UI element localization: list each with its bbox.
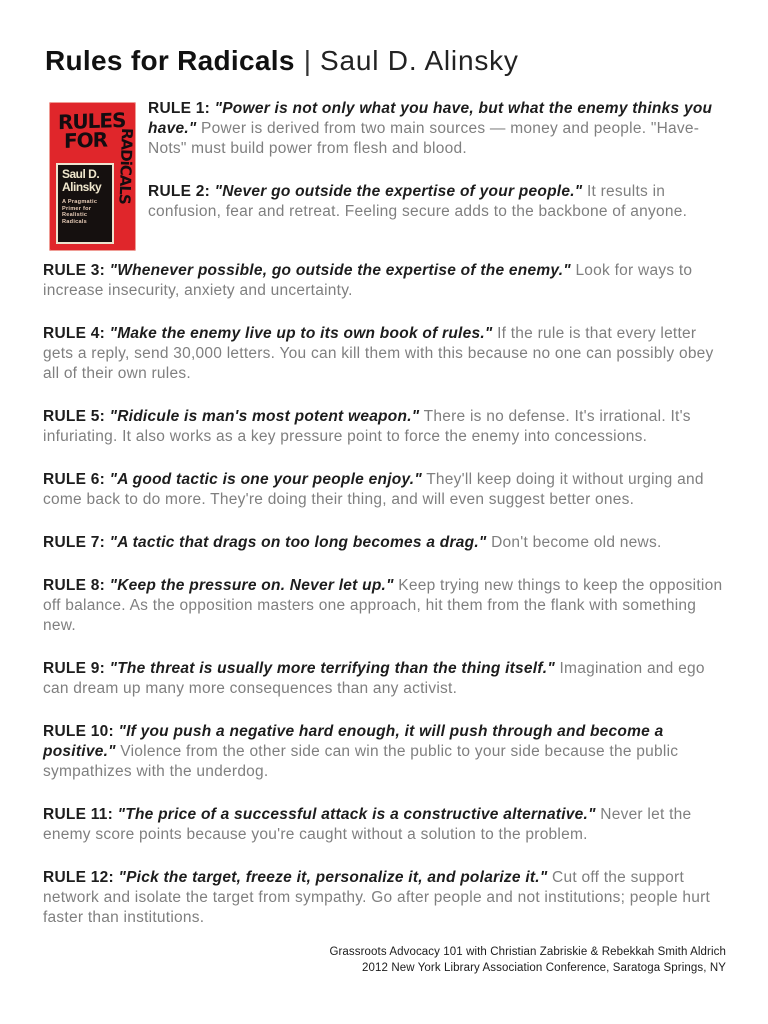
rule-text: Imagination and ego can dream up many more consequences than any activist. [43,660,705,697]
rule-quote: "A good tactic is one your people enjoy." [109,471,422,488]
cover-author-box [56,163,114,244]
rule-quote: "A tactic that drags on too long becomes a drag." [109,534,487,551]
cover-subtitle: A Pragmatic Primer for Realistic Radicals [62,199,98,225]
page-title [45,44,726,78]
footer-line2: 2012 New York Library Association Conference, Saratoga Springs, NY [362,962,726,974]
book-cover-image [49,102,136,251]
rule-quote: "The threat is usually more terrifying than the thing itself." [109,660,555,677]
cover-title-rules: RULES [58,107,126,135]
rule-paragraph [43,407,726,447]
rule-paragraph [43,722,726,782]
rule-quote: "Whenever possible, go outside the expertise of the enemy." [109,262,571,279]
rule-text: Don't become old news. [491,534,662,551]
rule-quote: "Keep the pressure on. Never let up." [109,577,394,594]
rule-label: RULE 8: [43,577,106,594]
rule-paragraph [43,805,726,845]
title-author: Saul D. Alinsky [319,45,519,76]
rule-text: Keep trying new things to keep the opposition off balance. As the opposition masters one approach, hit them from the flank with something new. [43,577,723,634]
rule-label: RULE 6: [43,471,106,488]
rule-label: RULE 3: [43,262,106,279]
footer-line1: Grassroots Advocacy 101 with Christian Zabriskie & Rebekkah Smith Aldrich [329,946,726,958]
rule-text: It results in confusion, fear and retreat. Feeling secure adds to the backbone of anyone. [148,183,688,220]
rule-text: Look for ways to increase insecurity, anxiety and uncertainty. [43,262,693,299]
rule-label: RULE 7: [43,534,106,551]
rule-text: Cut off the support network and isolate the target from sympathy. Go after people and not institutions; people hurt faster than institutions. [43,869,711,926]
rule-paragraph [43,179,726,222]
cover-author-name-line1: Saul D. [62,167,100,181]
rule-quote: "Pick the target, freeze it, personalize it, and polarize it." [118,869,548,886]
rule-text: There is no defense. It's irrational. It's infuriating. It also works as a key pressure point to force the enemy into concessions. [43,408,691,445]
rule-text: They'll keep doing it without urging and come back to do more. They're doing their thing, and will even suggest better ones. [43,471,704,508]
rule-label: RULE 4: [43,325,106,342]
title-separator: | [303,45,311,76]
rule-label: RULE 5: [43,408,106,425]
cover-author-box-inner [58,165,112,242]
rule-label: RULE 11: [43,806,114,823]
rule-text: Never let the enemy score points because you're caught without a solution to the problem. [43,806,692,843]
rule-label: RULE 1: [148,100,211,117]
rule-paragraph [43,261,726,301]
rule-paragraph [43,576,726,636]
rule-paragraph [43,470,726,510]
cover-author-name-line2: Alinsky [62,179,102,194]
rule-paragraph [43,324,726,384]
rule-quote: "Ridicule is man's most potent weapon." [109,408,420,425]
rule-text: Power is derived from two main sources — money and people. "Have-Nots" must build power from flesh and blood. [148,120,700,157]
rule-label: RULE 12: [43,869,114,886]
rule-quote: "The price of a successful attack is a constructive alternative." [117,806,596,823]
rule-text: If the rule is that every letter gets a reply, send 30,000 letters. You can kill them with this because no one can possibly obey all of their own rules. [43,325,714,382]
title-book-name: Rules for Radicals [45,45,295,76]
rule-text: Violence from the other side can win the public to your side because the public sympathizes with the underdog. [43,743,679,780]
rule-paragraph [43,99,726,159]
rule-paragraph [43,533,726,553]
rules-list [43,99,726,928]
footer-credits [329,944,726,976]
rule-quote: "Power is not only what you have, but what the enemy thinks you have." [148,100,713,137]
rule-label: RULE 9: [43,660,106,677]
rule-quote: "Never go outside the expertise of your people." [214,183,583,200]
rule-quote: "If you push a negative hard enough, it will push through and become a positive." [43,723,664,760]
cover-title-radicals-vertical: RADiCALS [115,127,136,205]
rule-label: RULE 10: [43,723,114,740]
rule-label: RULE 2: [148,183,211,200]
cover-title-for: FOR [64,127,108,153]
rule-paragraph [43,659,726,699]
rule-paragraph [43,868,726,928]
rule-quote: "Make the enemy live up to its own book of rules." [109,325,493,342]
